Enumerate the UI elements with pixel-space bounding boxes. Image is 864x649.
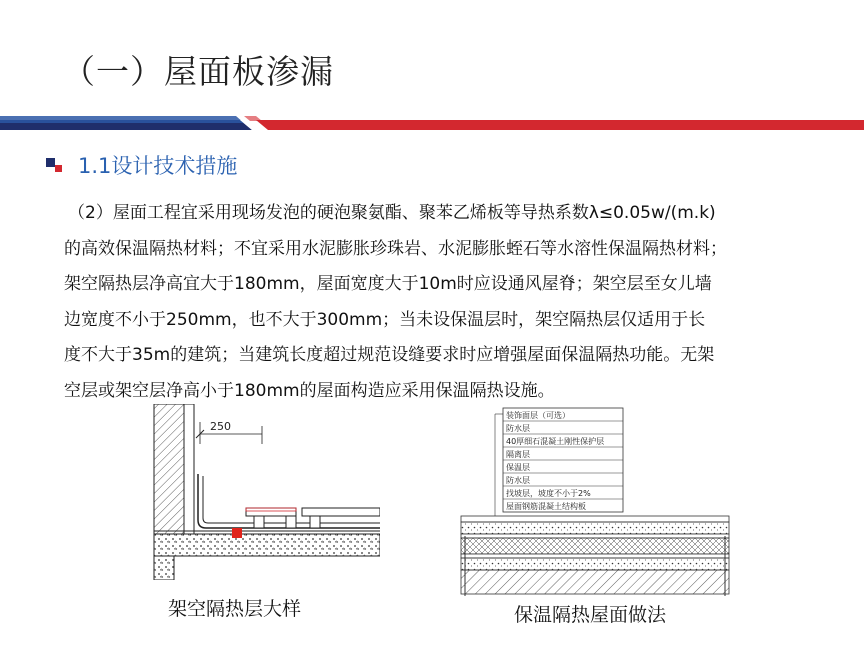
band-red-segment [256, 120, 864, 130]
body-line: 架空隔热层净高宜大于180mm，屋面宽度大于10m时应设通风屋脊；架空层至女儿墙 [64, 274, 712, 294]
slide-title: （一）屋面板渗漏 [62, 52, 334, 91]
layer-label: 防水层 [506, 476, 530, 485]
figure1-caption: 架空隔热层大样 [168, 598, 302, 620]
body-line: 的高效保温隔热材料；不宜采用水泥膨胀珍珠岩、水泥膨胀蛭石等水溶性保温隔热材料； [64, 238, 727, 259]
body-line: 边宽度不小于250mm，也不大于300mm；当未设保温层时，架空隔热层仅适用于长 [64, 309, 706, 330]
band-blue-segment [0, 116, 244, 123]
header-band [0, 114, 864, 130]
layer-label: 屋面钢筋混凝土结构板 [506, 502, 586, 511]
elevated-insulation-detail-drawing [150, 404, 380, 580]
layer-label: 装饰面层（可选） [506, 411, 570, 420]
insulated-roof-section-drawing [455, 406, 733, 598]
body-paragraph [64, 196, 824, 409]
body-line: 度不大于35m的建筑；当建筑长度超过规范设缝要求时应增强屋面保温隔热功能。无架 [64, 345, 715, 365]
dimension-label: 250 [210, 420, 231, 433]
section-heading-row [44, 150, 237, 180]
layer-legend-table [503, 408, 623, 512]
layer-label: 40厚细石混凝土刚性保护层 [506, 437, 605, 446]
layer-label: 找坡层，坡度不小于2% [506, 489, 591, 498]
section-bullet-icon [44, 154, 66, 176]
figure2-caption: 保温隔热屋面做法 [514, 604, 667, 626]
section-heading: 1.1设计技术措施 [78, 154, 238, 178]
layer-label: 保温层 [506, 463, 530, 472]
highlight-marker [232, 528, 242, 538]
layer-label: 隔离层 [506, 450, 530, 459]
body-line: （2）屋面工程宜采用现场发泡的硬泡聚氨酯、聚苯乙烯板等导热系数λ≤0.05w/(m.k) [68, 203, 716, 223]
body-line: 空层或架空层净高小于180mm的屋面构造应采用保温隔热设施。 [64, 380, 555, 401]
layer-label: 防水层 [506, 424, 530, 433]
